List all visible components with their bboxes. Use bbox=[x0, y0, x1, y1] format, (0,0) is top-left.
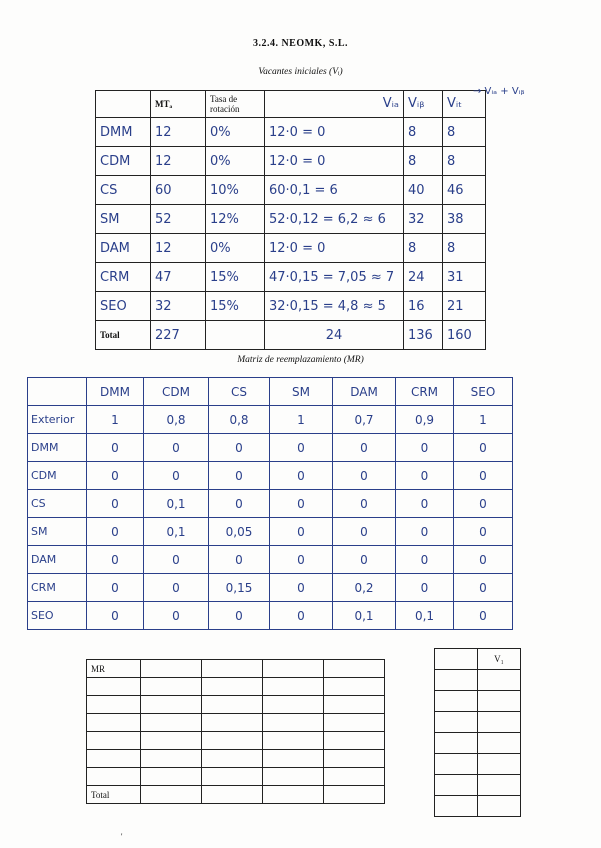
table-cell: 0,15 bbox=[209, 574, 270, 602]
table-cell bbox=[202, 660, 263, 678]
table-row bbox=[435, 754, 521, 775]
table-cell bbox=[141, 768, 202, 786]
table-row bbox=[96, 234, 486, 263]
table-row bbox=[96, 205, 486, 234]
table-row bbox=[96, 292, 486, 321]
table-cell: 0 bbox=[87, 462, 144, 490]
total-cell: 24 bbox=[265, 321, 404, 350]
row-label: SEO bbox=[28, 602, 87, 630]
table-cell: 0 bbox=[396, 518, 454, 546]
table-cell bbox=[202, 750, 263, 768]
table-row bbox=[435, 691, 521, 712]
table-cell bbox=[141, 786, 202, 804]
row-label: SEO bbox=[96, 292, 151, 321]
table-row bbox=[87, 696, 385, 714]
table-cell: 0,7 bbox=[333, 406, 396, 434]
table-row bbox=[96, 263, 486, 292]
table-cell: 12 bbox=[151, 234, 206, 263]
table-cell bbox=[202, 696, 263, 714]
table-cell: 8 bbox=[404, 234, 443, 263]
table-row bbox=[28, 406, 513, 434]
table-row bbox=[87, 786, 385, 804]
row-label: SM bbox=[96, 205, 151, 234]
table-row bbox=[87, 750, 385, 768]
table-cell: 0 bbox=[396, 574, 454, 602]
table-cell: 0 bbox=[396, 490, 454, 518]
table-cell bbox=[263, 786, 324, 804]
table-cell bbox=[263, 768, 324, 786]
table-cell: 8 bbox=[443, 234, 486, 263]
table-cell bbox=[324, 696, 385, 714]
table-cell: 0 bbox=[87, 518, 144, 546]
table-cell: 24 bbox=[404, 263, 443, 292]
row-label: CS bbox=[96, 176, 151, 205]
table-cell bbox=[141, 714, 202, 732]
table-cell: 0 bbox=[87, 574, 144, 602]
table-cell: 15% bbox=[206, 292, 265, 321]
table-cell: 32 bbox=[151, 292, 206, 321]
table-cell: 0 bbox=[144, 546, 209, 574]
table-cell: 0 bbox=[87, 490, 144, 518]
table-header-row bbox=[96, 91, 486, 118]
header-cell: Tasa de rotación bbox=[206, 91, 265, 118]
table-cell bbox=[87, 714, 141, 732]
table-row bbox=[28, 546, 513, 574]
table-cell: 0 bbox=[87, 546, 144, 574]
header-cell: CDM bbox=[144, 378, 209, 406]
table-cell bbox=[263, 732, 324, 750]
table-cell: 12·0 = 0 bbox=[265, 147, 404, 176]
table-cell: 0 bbox=[270, 546, 333, 574]
table-cell: 0,8 bbox=[209, 406, 270, 434]
table-cell bbox=[324, 786, 385, 804]
table-cell: 0 bbox=[144, 434, 209, 462]
table-cell bbox=[324, 714, 385, 732]
table-row bbox=[28, 518, 513, 546]
total-cell bbox=[206, 321, 265, 350]
table-cell bbox=[324, 732, 385, 750]
table-cell: 60 bbox=[151, 176, 206, 205]
table-row bbox=[28, 490, 513, 518]
header-cell: Vᵢᵦ bbox=[404, 91, 443, 118]
table-cell: 0,1 bbox=[333, 602, 396, 630]
initial-vacancies-table bbox=[95, 90, 486, 350]
table-cell bbox=[435, 691, 478, 712]
table-cell bbox=[263, 678, 324, 696]
table-cell bbox=[324, 750, 385, 768]
table-cell: 0 bbox=[454, 462, 513, 490]
table-cell: 1 bbox=[87, 406, 144, 434]
table-cell bbox=[478, 733, 521, 754]
table-cell: 0,8 bbox=[144, 406, 209, 434]
table-cell bbox=[263, 750, 324, 768]
table-row bbox=[28, 434, 513, 462]
table-cell bbox=[87, 768, 141, 786]
table-cell: 0 bbox=[209, 546, 270, 574]
table-cell: 0 bbox=[333, 546, 396, 574]
table-cell: 15% bbox=[206, 263, 265, 292]
table-cell: 0 bbox=[270, 490, 333, 518]
table-cell: 0 bbox=[270, 434, 333, 462]
table-cell: 10% bbox=[206, 176, 265, 205]
table-cell: 0 bbox=[333, 462, 396, 490]
table-cell: 8 bbox=[404, 118, 443, 147]
header-cell bbox=[28, 378, 87, 406]
table-cell: 0 bbox=[209, 602, 270, 630]
header-cell: DAM bbox=[333, 378, 396, 406]
total-label: Total bbox=[96, 321, 151, 350]
header-cell: MTₐ bbox=[151, 91, 206, 118]
table-cell bbox=[202, 732, 263, 750]
table-cell: 0 bbox=[454, 434, 513, 462]
table-row bbox=[96, 118, 486, 147]
table-cell bbox=[435, 733, 478, 754]
row-label: DAM bbox=[28, 546, 87, 574]
table-cell: 60·0,1 = 6 bbox=[265, 176, 404, 205]
table-row bbox=[435, 796, 521, 817]
table-cell: 0,05 bbox=[209, 518, 270, 546]
table-cell: 0 bbox=[454, 518, 513, 546]
table-cell: 0 bbox=[87, 602, 144, 630]
table-cell bbox=[478, 712, 521, 733]
footer-mark: ' bbox=[121, 832, 123, 841]
table-cell: 0 bbox=[454, 490, 513, 518]
table-cell: 12·0 = 0 bbox=[265, 234, 404, 263]
table-cell: 0% bbox=[206, 147, 265, 176]
row-label: DAM bbox=[96, 234, 151, 263]
header-cell: DMM bbox=[87, 378, 144, 406]
table-cell: 0 bbox=[270, 602, 333, 630]
table-cell bbox=[324, 768, 385, 786]
table-cell: 47 bbox=[151, 263, 206, 292]
table-cell bbox=[435, 670, 478, 691]
row-label: CRM bbox=[28, 574, 87, 602]
table-cell: 32·0,15 = 4,8 ≈ 5 bbox=[265, 292, 404, 321]
table-row bbox=[435, 649, 521, 670]
table-cell: 0,1 bbox=[144, 518, 209, 546]
table-row bbox=[87, 714, 385, 732]
section1-subtitle: Vacantes iniciales (Vᵢ) bbox=[258, 67, 343, 77]
header-cell: SM bbox=[270, 378, 333, 406]
table-cell: 47·0,15 = 7,05 ≈ 7 bbox=[265, 263, 404, 292]
row-label: SM bbox=[28, 518, 87, 546]
table-cell bbox=[202, 714, 263, 732]
section2-subtitle: Matriz de reemplazamiento (MR) bbox=[237, 355, 364, 365]
table-cell: 12% bbox=[206, 205, 265, 234]
table-cell: 21 bbox=[443, 292, 486, 321]
table-row bbox=[28, 602, 513, 630]
table-row bbox=[87, 678, 385, 696]
table-cell: 46 bbox=[443, 176, 486, 205]
table-cell: 0,1 bbox=[396, 602, 454, 630]
header-cell: SEO bbox=[454, 378, 513, 406]
table-cell: 0 bbox=[396, 462, 454, 490]
row-label: CS bbox=[28, 490, 87, 518]
table-cell: 8 bbox=[443, 147, 486, 176]
table-row bbox=[435, 733, 521, 754]
table-row bbox=[96, 147, 486, 176]
table-cell: 8 bbox=[404, 147, 443, 176]
table-cell bbox=[141, 732, 202, 750]
table-row bbox=[435, 775, 521, 796]
header-cell: Vᵢₐ bbox=[265, 91, 404, 118]
table-cell: 1 bbox=[270, 406, 333, 434]
handwritten-annotation: → Vᵢₐ + Vᵢᵦ bbox=[473, 86, 525, 97]
table-cell bbox=[141, 660, 202, 678]
table-cell bbox=[202, 678, 263, 696]
table-cell bbox=[263, 660, 324, 678]
table-cell: 0 bbox=[144, 602, 209, 630]
total-cell: 227 bbox=[151, 321, 206, 350]
table-cell: 0 bbox=[144, 574, 209, 602]
header-cell bbox=[96, 91, 151, 118]
table-row bbox=[435, 712, 521, 733]
table-cell bbox=[202, 768, 263, 786]
table-cell bbox=[478, 796, 521, 817]
table-cell bbox=[478, 775, 521, 796]
table-cell: 31 bbox=[443, 263, 486, 292]
table-cell: 0 bbox=[396, 546, 454, 574]
row-label: CDM bbox=[96, 147, 151, 176]
table-cell bbox=[87, 750, 141, 768]
table-cell: 0,9 bbox=[396, 406, 454, 434]
table-cell bbox=[263, 696, 324, 714]
table-cell: 12 bbox=[151, 147, 206, 176]
table-cell bbox=[435, 754, 478, 775]
table-cell bbox=[324, 678, 385, 696]
total-label: Total bbox=[87, 786, 141, 804]
row-label: DMM bbox=[28, 434, 87, 462]
table-row bbox=[87, 768, 385, 786]
table-cell: 52·0,12 = 6,2 ≈ 6 bbox=[265, 205, 404, 234]
table-row bbox=[87, 660, 385, 678]
table-cell: 0 bbox=[87, 434, 144, 462]
header-cell: Vᵢₜ bbox=[443, 91, 486, 118]
table-cell bbox=[141, 750, 202, 768]
table-cell: 32 bbox=[404, 205, 443, 234]
table-cell bbox=[87, 696, 141, 714]
table-cell: 38 bbox=[443, 205, 486, 234]
table-row bbox=[28, 574, 513, 602]
table-cell: 1 bbox=[454, 406, 513, 434]
table-cell bbox=[435, 712, 478, 733]
table-header-row bbox=[28, 378, 513, 406]
table-row bbox=[435, 670, 521, 691]
table-cell bbox=[141, 678, 202, 696]
replacement-matrix-table bbox=[27, 377, 513, 630]
table-cell: 0 bbox=[454, 546, 513, 574]
empty-mr-table bbox=[86, 659, 385, 804]
table-cell: 0% bbox=[206, 118, 265, 147]
table-cell: 40 bbox=[404, 176, 443, 205]
table-row bbox=[96, 176, 486, 205]
table-cell: 0,1 bbox=[144, 490, 209, 518]
empty-v1-table bbox=[434, 648, 521, 817]
table-cell bbox=[435, 796, 478, 817]
table-cell: 52 bbox=[151, 205, 206, 234]
row-label: CRM bbox=[96, 263, 151, 292]
table-cell: 0 bbox=[270, 462, 333, 490]
total-cell: 160 bbox=[443, 321, 486, 350]
table-cell: 0 bbox=[333, 518, 396, 546]
table-row bbox=[28, 462, 513, 490]
table-cell: 12·0 = 0 bbox=[265, 118, 404, 147]
header-cell: CRM bbox=[396, 378, 454, 406]
table-cell bbox=[141, 696, 202, 714]
table-cell: 0,2 bbox=[333, 574, 396, 602]
table-cell bbox=[478, 691, 521, 712]
table-cell: 12 bbox=[151, 118, 206, 147]
table-cell bbox=[435, 775, 478, 796]
row-label: CDM bbox=[28, 462, 87, 490]
table-cell: 0 bbox=[270, 518, 333, 546]
header-cell: V₁ bbox=[478, 649, 521, 670]
table-cell: 0 bbox=[209, 462, 270, 490]
row-label: DMM bbox=[96, 118, 151, 147]
table-cell: 0 bbox=[209, 434, 270, 462]
table-cell bbox=[87, 732, 141, 750]
table-cell: 0 bbox=[454, 602, 513, 630]
table-cell: 0 bbox=[454, 574, 513, 602]
total-cell: 136 bbox=[404, 321, 443, 350]
row-label: Exterior bbox=[28, 406, 87, 434]
table-cell: 0 bbox=[333, 490, 396, 518]
page-title: 3.2.4. NEOMK, S.L. bbox=[252, 38, 349, 49]
table-cell bbox=[87, 678, 141, 696]
table-cell: 0 bbox=[209, 490, 270, 518]
table-cell bbox=[478, 754, 521, 775]
table-cell bbox=[324, 660, 385, 678]
table-total-row bbox=[96, 321, 486, 350]
table-row bbox=[87, 732, 385, 750]
table-cell: 0 bbox=[270, 574, 333, 602]
table-cell bbox=[435, 649, 478, 670]
table-cell: 16 bbox=[404, 292, 443, 321]
table-cell: 0 bbox=[333, 434, 396, 462]
table-cell: 0 bbox=[396, 434, 454, 462]
header-cell: CS bbox=[209, 378, 270, 406]
table-cell bbox=[263, 714, 324, 732]
table-cell bbox=[478, 670, 521, 691]
table-cell bbox=[202, 786, 263, 804]
table-cell: 8 bbox=[443, 118, 486, 147]
table-cell: 0% bbox=[206, 234, 265, 263]
table-cell: 0 bbox=[144, 462, 209, 490]
corner-cell: MR bbox=[87, 660, 141, 678]
